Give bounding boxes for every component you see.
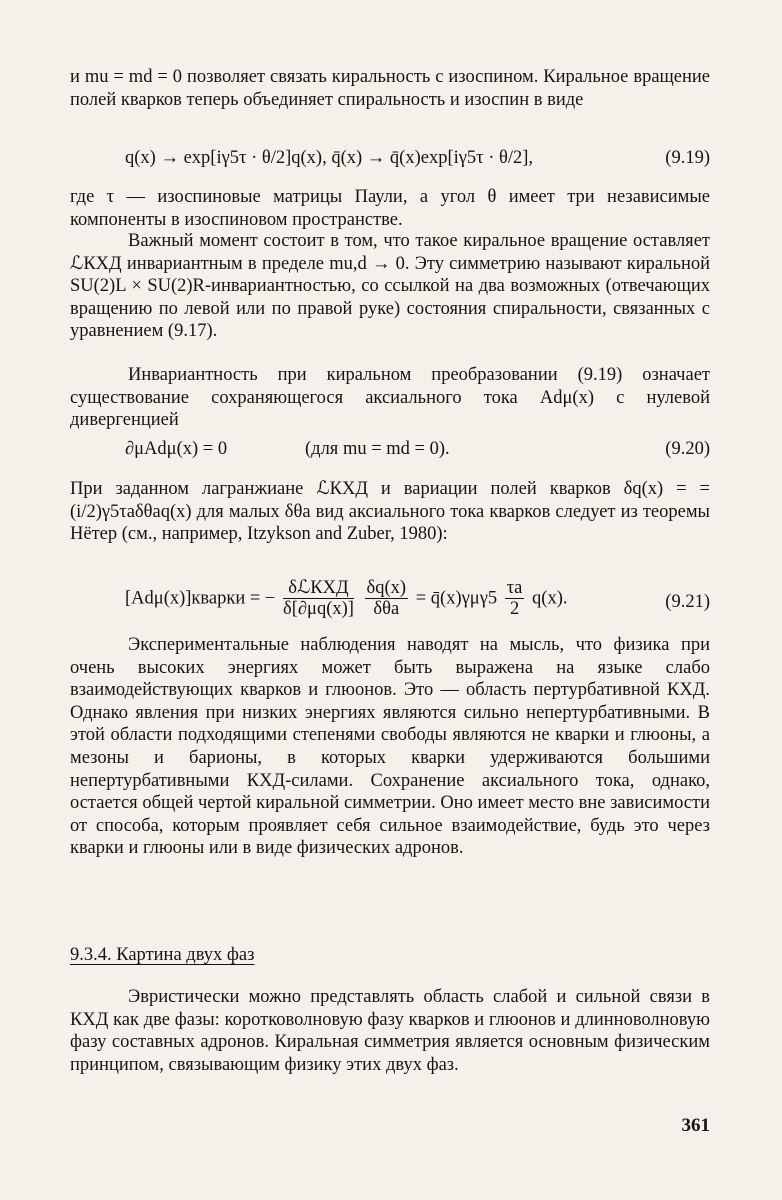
fraction-numerator: δq(x) [366, 578, 407, 598]
section-heading: 9.3.4. Картина двух фаз [70, 945, 255, 965]
equation-9-21-rhs: q(x). [532, 588, 568, 609]
equation-9-21-fraction-variation [365, 578, 409, 619]
paragraph-pauli-matrices: где τ — изоспиновые матрицы Паули, а угол θ имеет три независимые компоненты в изоспиновом пространстве. [70, 187, 710, 230]
equation-9-21-middle: = q̄(x)γμγ5 [415, 588, 498, 609]
fraction-denominator: δ[∂μq(x)] [283, 599, 354, 619]
equation-9-20-number: (9.20) [665, 439, 710, 459]
equation-9-19-body: q(x) → exp[iγ5τ · θ/2]q(x), q̄(x) → q̄(x)exp[iγ5τ · θ/2], [125, 148, 534, 168]
equation-9-20-condition: (для mu = md = 0). [305, 439, 450, 459]
equation-9-21-number: (9.21) [665, 592, 710, 612]
paragraph-chiral-invariance: Важный момент состоит в том, что такое киральное вращение оставляет ℒКХД инвариантным в пределе mu,d → 0. Эту симметрию называют киральной SU(2)L × SU(2)R-инвариантностью, со ссылкой на два возможных (отвечающих вращению по левой или по правой руке) состояния спиральности, связанных с уравнением (9.17). [70, 231, 710, 342]
equation-9-21-fraction-tau [505, 578, 525, 619]
fraction-denominator: δθa [373, 599, 400, 619]
equation-9-20-lhs: ∂μAdμ(x) = 0 [125, 439, 228, 459]
paragraph-experimental-observations: Экспериментальные наблюдения наводят на мысль, что физика при очень высоких энергиях может быть выражена на языке слабо взаимодействующих кварков и глюонов. Это — область пертурбативной КХД. Однако явления при низких энергиях являются сильно непертурбативными. В этой области подходящими степенями свободы являются не кварки и глюоны, а мезоны и барионы, в которых кварки удерживаются большими непертурбативными КХД-силами. Сохранение аксиального тока, однако, остается общей чертой киральной симметрии. Оно имеет место вне зависимости от способа, которым проявляет себя сильное взаимодействие, будь это через кварки и глюоны или в виде физических адронов. [70, 635, 710, 859]
fraction-numerator: τa [506, 578, 523, 598]
page-number: 361 [681, 1115, 710, 1136]
equation-9-19-number: (9.19) [665, 148, 710, 168]
equation-9-19 [125, 146, 710, 170]
paragraph-chiral-isospin: и mu = md = 0 позволяет связать киральность с изоспином. Киральное вращение полей кварков теперь объединяет спиральность и изоспин в виде [70, 67, 710, 110]
equation-9-21 [125, 578, 710, 624]
fraction-denominator: 2 [509, 599, 520, 619]
paragraph-two-phases: Эвристически можно представлять область слабой и сильной связи в КХД как две фазы: коротковолновую фазу кварков и глюонов и длинноволновую фазу составных адронов. Киральная симметрия является основным физическим принципом, связывающим физику этих двух фаз. [70, 987, 710, 1075]
fraction-numerator: δℒКХД [283, 578, 354, 599]
equation-9-21-lhs: [Adμ(x)]кварки = − [125, 588, 276, 609]
equation-9-20 [125, 437, 710, 461]
paragraph-axial-current: Инвариантность при киральном преобразовании (9.19) означает существование сохраняющегося аксиального тока Adμ(x) с нулевой дивергенцией [70, 365, 710, 431]
paragraph-noether-theorem: При заданном лагранжиане ℒКХД и вариации полей кварков δq(x) = = (i/2)γ5τaδθaq(x) для малых δθa вид аксиального тока кварков следует из теоремы Нётер (см., например, Itzykson and Zuber, 1980): [70, 479, 710, 545]
equation-9-21-fraction-lagrangian [283, 578, 354, 619]
